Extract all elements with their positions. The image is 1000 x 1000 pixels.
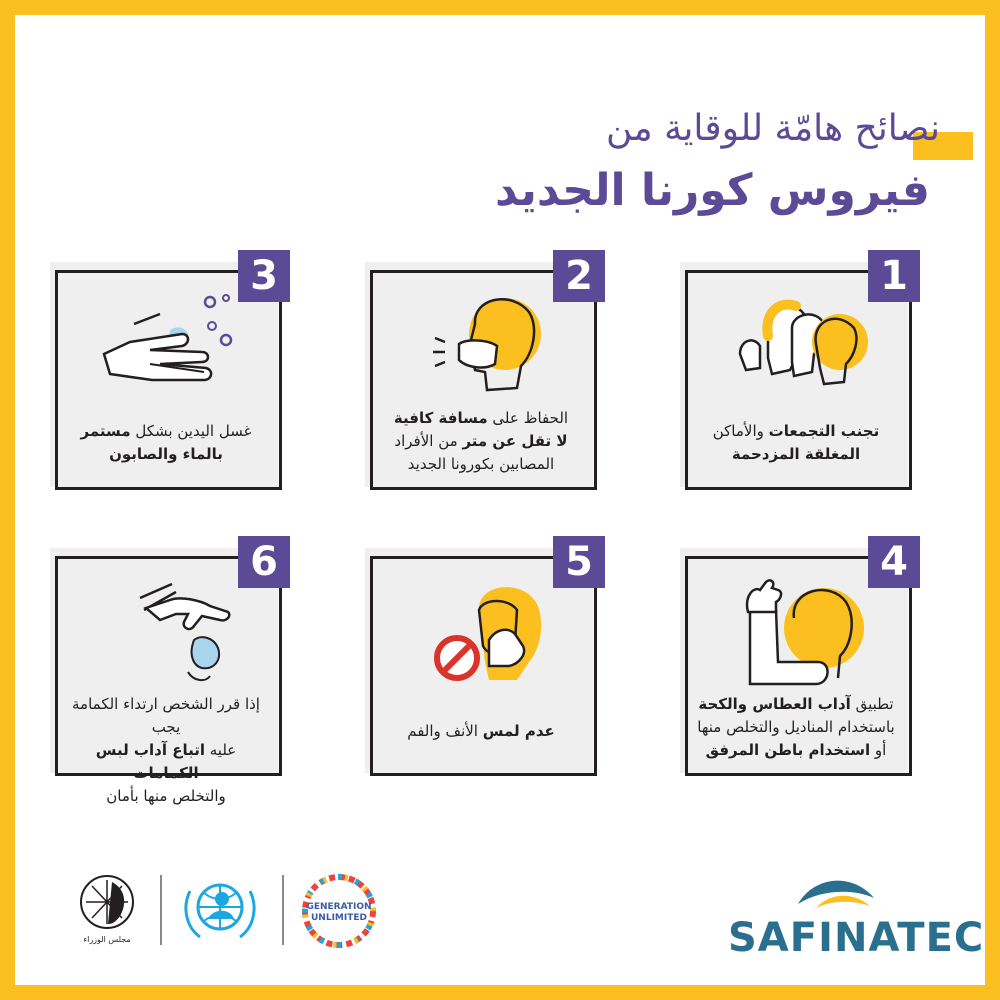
tip-text-regular: عليه [204, 741, 237, 759]
mask-disposal-icon [90, 570, 240, 688]
tip-text-regular: الأنف والفم [407, 722, 483, 740]
tip-text-regular: تطبيق [850, 695, 894, 713]
svg-text:GENERATION: GENERATION [306, 902, 372, 912]
hand-washing-icon [90, 284, 240, 402]
svg-text:UNLIMITED: UNLIMITED [311, 913, 367, 923]
tip-text-regular: من الأفراد [394, 432, 463, 450]
tip-card-2 [365, 253, 597, 492]
tip-line [692, 693, 900, 716]
tip-line [62, 693, 270, 739]
tip-text-regular: والتخلص منها بأمان [106, 787, 226, 805]
tip-line [377, 453, 585, 476]
tip-line [692, 420, 900, 443]
tip-number-badge: 4 [868, 536, 920, 588]
tip-line [377, 720, 585, 743]
tip-text-regular: غسل اليدين بشكل [130, 422, 252, 440]
tip-text-bold: تجنب التجمعات [768, 422, 880, 440]
header-subtitle: نصائح هامّة للوقاية من [605, 108, 940, 149]
tip-text-bold: استخدام باطن المرفق [705, 741, 871, 759]
tip-line [62, 443, 270, 466]
tip-line [692, 716, 900, 739]
no-touch-face-icon [405, 570, 555, 688]
tip-text-regular: إذا قرر الشخص ارتداء الكمامة يجب [72, 695, 260, 736]
tip-number-badge: 6 [238, 536, 290, 588]
header-title: فيروس كورنا الجديد [494, 165, 930, 216]
tip-text [377, 720, 585, 743]
unicef-logo-icon [178, 875, 262, 945]
tip-text-bold: لا تقل عن متر [462, 432, 568, 450]
safinatec-wave-icon [790, 868, 878, 912]
sneeze-elbow-icon [720, 570, 870, 688]
poster [15, 15, 985, 985]
person-mask-sneeze-icon [405, 284, 555, 402]
tip-card-6 [50, 539, 282, 805]
tip-card-4 [680, 539, 912, 778]
tip-text-bold: مستمر [80, 422, 131, 440]
tip-number-badge: 1 [868, 250, 920, 302]
tip-number-badge: 3 [238, 250, 290, 302]
tip-line [62, 739, 270, 785]
tip-text-regular: أو [870, 741, 887, 759]
tip-text [62, 693, 270, 808]
tip-text [692, 693, 900, 762]
tip-text [692, 420, 900, 466]
tip-text-bold: بالماء والصابون [109, 445, 223, 463]
footer-divider [282, 875, 284, 945]
tip-text-regular: باستخدام المناديل والتخلص منها [697, 718, 895, 736]
tip-card-3 [50, 253, 282, 492]
tip-text-regular: الحفاظ على [487, 409, 569, 427]
tip-line [377, 407, 585, 430]
tip-line [692, 443, 900, 466]
tip-card-1 [680, 253, 912, 492]
tip-text-regular: والأماكن [712, 422, 769, 440]
tip-text [62, 420, 270, 466]
ministry-caption: مجلس الوزراء [83, 935, 131, 944]
ministry-emblem-icon [72, 872, 142, 948]
tip-text-bold: المغلقة المزدحمة [731, 445, 861, 463]
crowd-people-icon [720, 284, 870, 402]
tip-text-bold: اتباع آداب لبس الكمامات [95, 741, 205, 782]
tip-number-badge: 2 [553, 250, 605, 302]
tip-text-bold: مسافة كافية [393, 409, 488, 427]
tip-line [62, 785, 270, 808]
tip-text-bold: آداب العطاس والكحة [698, 695, 851, 713]
tip-text-bold: عدم لمس [482, 722, 555, 740]
tip-line [377, 430, 585, 453]
tip-text [377, 407, 585, 476]
brand-logo-text: SAFINATEC [728, 915, 985, 961]
tip-card-5 [365, 539, 597, 778]
tip-line [692, 739, 900, 762]
tip-number-badge: 5 [553, 536, 605, 588]
footer-divider [160, 875, 162, 945]
tip-line [62, 420, 270, 443]
generation-unlimited-logo-icon [300, 872, 378, 950]
tip-text-regular: المصابين بكورونا الجديد [407, 455, 555, 473]
